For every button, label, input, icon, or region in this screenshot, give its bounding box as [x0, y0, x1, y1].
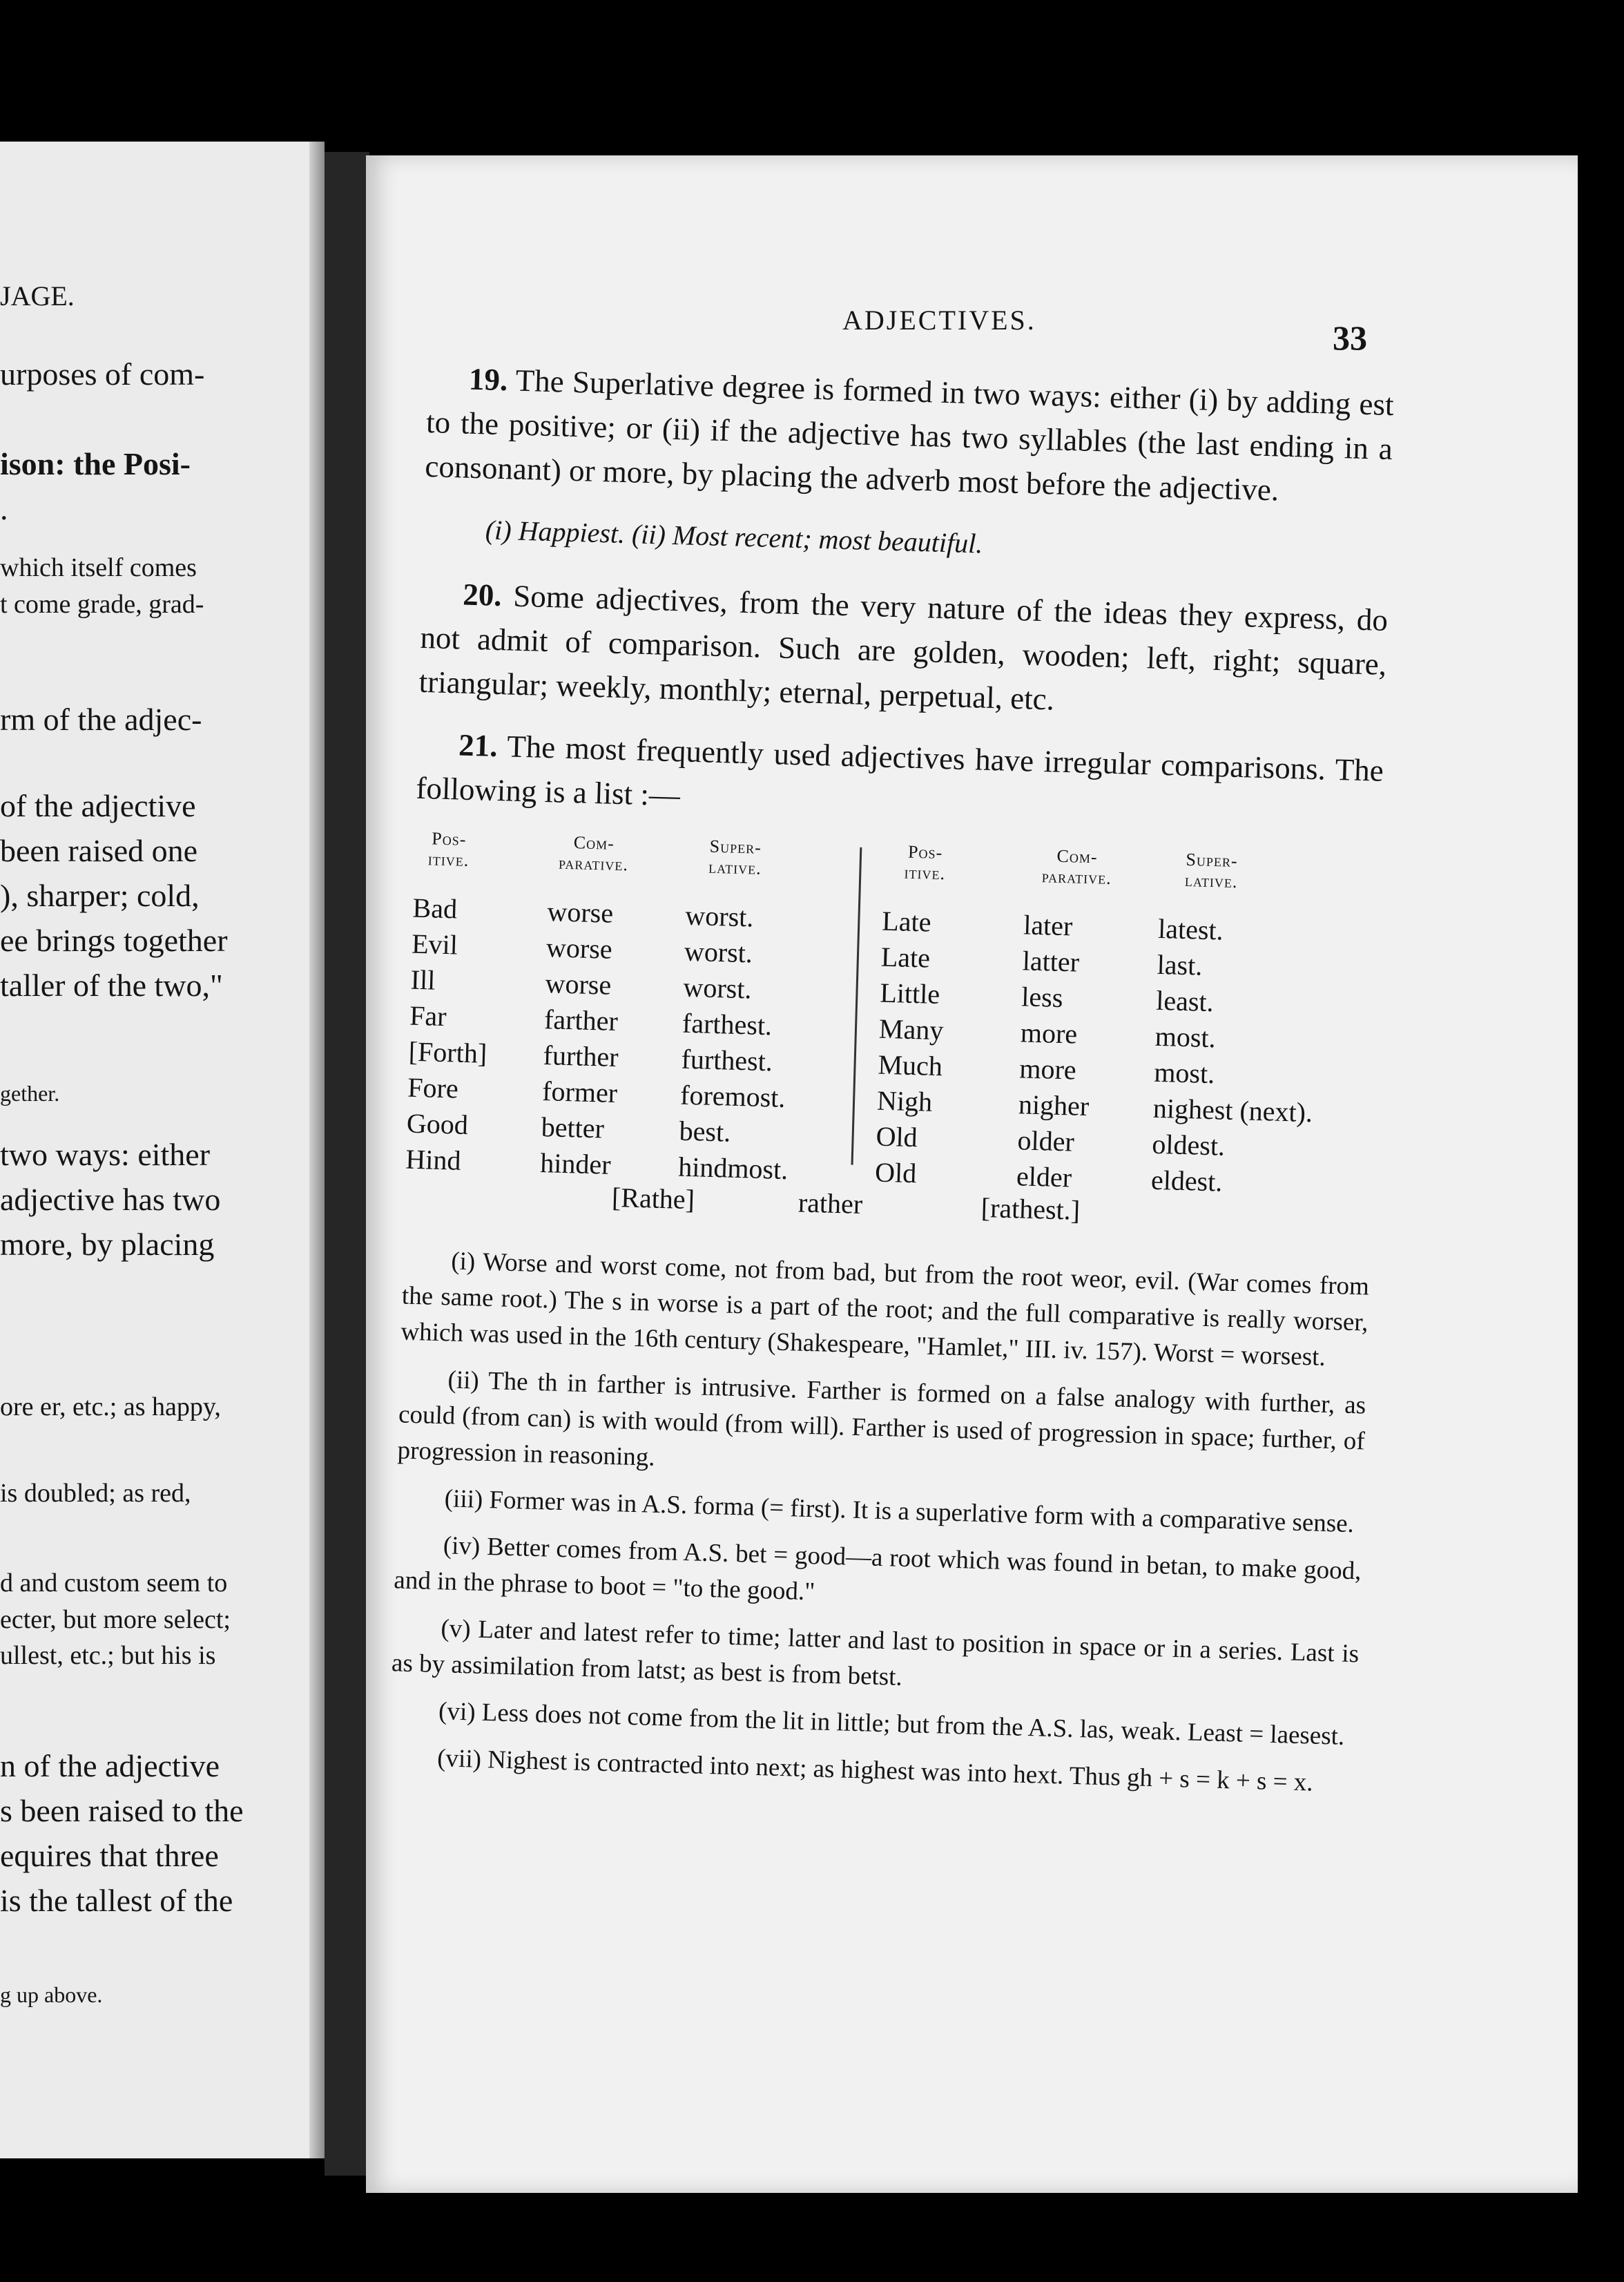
left-line: gether.	[0, 1081, 60, 1106]
table-cell: Old	[874, 1156, 917, 1189]
table-cell: nighest (next).	[1152, 1092, 1313, 1129]
table-cell: Late	[881, 905, 932, 938]
section-number: 20.	[462, 577, 503, 613]
running-title: ADJECTIVES.	[842, 305, 1036, 336]
table-cell: former	[541, 1075, 618, 1109]
table-cell: oldest.	[1151, 1128, 1226, 1162]
table-cell: Bad	[412, 892, 458, 925]
left-line: two ways: either	[0, 1137, 211, 1172]
left-line: .	[0, 491, 8, 526]
table-cell: older	[1016, 1124, 1075, 1158]
column-header: Pos- itive.	[904, 841, 946, 884]
table-cell: foremost.	[679, 1079, 786, 1113]
table-cell: more	[1020, 1017, 1078, 1050]
left-superlative-column	[678, 898, 795, 1188]
table-cell: Late	[880, 941, 931, 974]
right-superlative-column	[1150, 911, 1318, 1202]
section-19	[425, 356, 1395, 515]
column-divider	[851, 847, 862, 1165]
table-cell: farthest.	[682, 1007, 773, 1042]
table-cell: Far	[409, 999, 447, 1033]
page-number: 33	[1333, 318, 1367, 357]
left-line: been raised one	[0, 833, 198, 868]
note-ii: (ii) The th in farther is intrusive. Farther is formed on a false analogy with further, as could (from can) is with would (from will). Farther is used of progression in space; further, of progression in reasoning.	[397, 1365, 1366, 1472]
table-cell: less	[1021, 981, 1064, 1014]
comparison-table	[404, 828, 1381, 1242]
table-cell: worse	[545, 968, 612, 1001]
left-line: ee brings together	[0, 923, 228, 958]
section-19-example: (i) Happiest. (ii) Most recent; most beautiful.	[485, 514, 983, 559]
left-line: ), sharper; cold,	[0, 878, 200, 913]
left-line: ison: the Posi-	[0, 446, 191, 481]
table-cell: most.	[1154, 1020, 1217, 1054]
table-cell: least.	[1155, 984, 1215, 1018]
table-cell: Ill	[410, 963, 436, 996]
left-line: taller of the two,"	[0, 968, 223, 1003]
table-cell: Hind	[405, 1143, 462, 1176]
table-cell: later	[1023, 909, 1073, 942]
table-cell: better	[541, 1111, 605, 1144]
table-cell: most.	[1153, 1056, 1215, 1090]
table-cell: Much	[877, 1048, 943, 1082]
left-line: which itself comes	[0, 553, 197, 582]
right-page	[366, 155, 1578, 2193]
table-cell: Little	[879, 977, 940, 1010]
left-line: rm of the adjec-	[0, 702, 202, 737]
note-iii: (iii) Former was in A.S. forma (= first). It is a superlative form with a comparative sense.	[444, 1484, 1355, 1539]
table-cell: [Rathe]	[611, 1181, 695, 1216]
table-cell: [Forth]	[408, 1035, 487, 1069]
section-number: 21.	[458, 727, 499, 764]
left-page-edge	[309, 142, 325, 2158]
section-text: The most frequently used adjectives have irregular comparisons. The following is a list :—	[415, 729, 1384, 813]
table-cell: worst.	[682, 971, 753, 1005]
table-cell: latter	[1022, 945, 1080, 978]
table-cell: Nigh	[876, 1084, 933, 1118]
page-body	[388, 356, 1394, 1813]
column-header: Pos- itive.	[427, 828, 470, 870]
table-cell: elder	[1016, 1160, 1072, 1193]
table-cell: worst.	[684, 899, 755, 933]
left-line: g up above.	[0, 1982, 103, 2007]
column-header: Com- parative.	[1041, 845, 1112, 888]
left-line: ecter, but more select;	[0, 1605, 231, 1634]
note-v: (v) Later and latest refer to time; latter and last to position in space or in a series. Last is as by assimilation from latst; as best is from betst.	[391, 1614, 1360, 1691]
left-page	[0, 142, 325, 2158]
left-line: is doubled; as red,	[0, 1479, 191, 1508]
table-cell: best.	[679, 1115, 731, 1148]
left-line: ullest, etc.; but his is	[0, 1641, 216, 1670]
left-line: urposes of com-	[0, 356, 205, 392]
table-cell: latest.	[1157, 912, 1224, 946]
note-iv: (iv) Better comes from A.S. bet = good—a root which was found in betan, to make good, and in the phrase to boot = "to the good."	[393, 1531, 1362, 1607]
book-spine	[325, 152, 369, 2176]
left-line: d and custom seem to	[0, 1569, 228, 1598]
note-vii: (vii) Nighest is contracted into next; as highest was into hext. Thus gh + s = k + s = x.	[436, 1744, 1314, 1797]
left-comparative-column	[540, 894, 623, 1183]
table-cell: more	[1018, 1053, 1077, 1086]
note-vi: (vi) Less does not come from the lit in little; but from the A.S. las, weak. Least = laesest.	[438, 1697, 1345, 1751]
left-line: of the adjective	[0, 788, 196, 823]
table-cell: worst.	[684, 935, 753, 969]
left-line: is the tallest of the	[0, 1883, 233, 1918]
left-line: t come grade, grad-	[0, 590, 204, 619]
table-cell: further	[543, 1039, 619, 1073]
table-cell: last.	[1157, 948, 1203, 981]
table-cell: hinder	[539, 1147, 612, 1180]
left-line: JAGE.	[0, 280, 75, 311]
left-line: s been raised to the	[0, 1793, 244, 1828]
table-cell: worse	[546, 896, 614, 929]
table-cell: hindmost.	[677, 1151, 789, 1186]
column-header: Super- lative.	[1184, 849, 1238, 892]
left-positive-column	[405, 890, 492, 1180]
table-cell: Evil	[411, 928, 458, 961]
table-cell: nigher	[1018, 1089, 1090, 1122]
note-i: (i) Worse and worst come, not from bad, but from the root weor, evil. (War comes from the same root.) The s in worse is a part of the root; and the full comparative is really worser, which was used in the 16th century (Shakespeare, "Hamlet," III. iv. 157). Worst = worsest.	[400, 1247, 1370, 1372]
table-cell: furthest.	[681, 1043, 773, 1077]
table-cell: farther	[543, 1004, 619, 1037]
section-text: The Superlative degree is formed in two ways: either (i) by adding est to the positive; or (ii) if the adjective has two syllables (the last ending in a consonant) or more, by placing the adverb most before the adjective.	[424, 363, 1395, 508]
right-positive-column	[875, 903, 947, 1192]
column-header: Super- lative.	[708, 836, 762, 879]
table-cell: eldest.	[1150, 1164, 1223, 1198]
section-number: 19.	[468, 361, 509, 398]
left-line: n of the adjective	[0, 1748, 220, 1783]
left-line: equires that three	[0, 1838, 219, 1873]
table-cell: [rathest.]	[980, 1191, 1081, 1226]
left-line: more, by placing	[0, 1227, 215, 1262]
table-cell: worse	[545, 932, 613, 965]
section-21	[416, 722, 1384, 837]
section-text: Some adjectives, from the very nature of the ideas they express, do not admit of comparison. Such are golden, wooden; left, right; square, triangular; weekly, monthly; eternal, perpetual, etc.	[418, 578, 1389, 717]
section-20	[418, 571, 1389, 731]
table-cell: Old	[876, 1120, 918, 1153]
table-cell: Fore	[407, 1071, 459, 1104]
table-cell: Many	[878, 1013, 944, 1046]
left-line: ore er, etc.; as happy,	[0, 1392, 221, 1421]
right-comparative-column	[1016, 907, 1094, 1196]
left-line: adjective has two	[0, 1182, 221, 1217]
table-cell: rather	[798, 1187, 863, 1220]
column-header: Com- parative.	[558, 832, 629, 875]
table-cell: Good	[406, 1107, 469, 1141]
